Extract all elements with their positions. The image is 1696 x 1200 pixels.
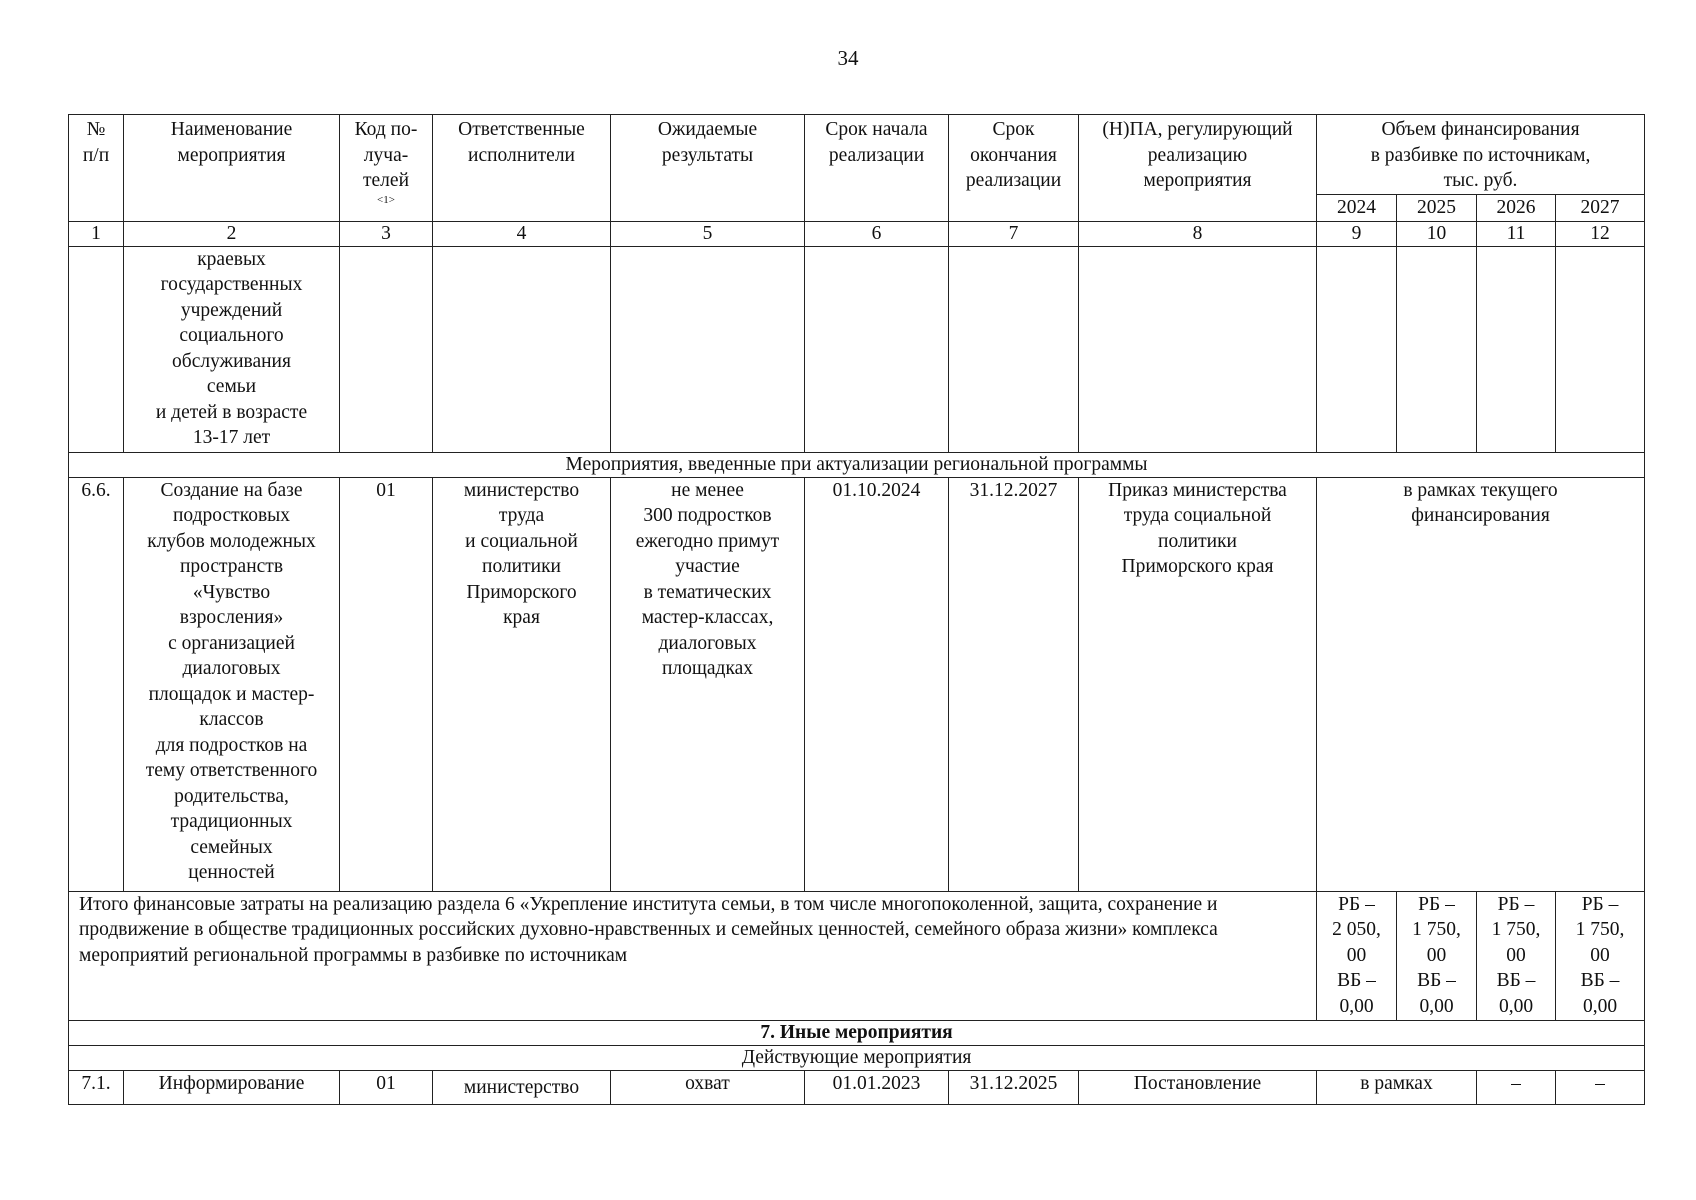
- header-year: 2025: [1397, 195, 1477, 222]
- start-date: 01.01.2023: [805, 1070, 949, 1104]
- header-code-footnote: <1>: [377, 193, 395, 206]
- column-number: 5: [611, 221, 805, 246]
- total-value: РБ – 1 750, 00 ВБ – 0,00: [1556, 891, 1645, 1020]
- header-executors: Ответственные исполнители: [433, 115, 611, 222]
- financing: в рамках: [1317, 1070, 1477, 1104]
- section-row: [69, 1020, 1645, 1045]
- npa: Постановление: [1079, 1070, 1317, 1104]
- row-number: 7.1.: [69, 1070, 124, 1104]
- header-num: № п/п: [69, 115, 124, 222]
- header-financing: Объем финансирования в разбивке по источникам, тыс. руб.: [1317, 115, 1645, 195]
- expected-result: не менее 300 подростков ежегодно примут участие в тематических мастер-классах, диалоговых площадках: [611, 477, 805, 891]
- table-row: [69, 477, 1645, 891]
- column-number: 11: [1477, 221, 1556, 246]
- npa: Приказ министерства труда социальной политики Приморского края: [1079, 477, 1317, 891]
- header-year: 2024: [1317, 195, 1397, 222]
- total-label: Итого финансовые затраты на реализацию раздела 6 «Укрепление института семьи, в том числе многопоколенной, защита, сохранение и продвижение в обществе традиционных российских духовно-нравственных и семейных ценностей, семейного образа жизни» комплекса мероприятий региональной программы в разбивке по источникам: [69, 891, 1317, 1020]
- column-number: 7: [949, 221, 1079, 246]
- recipient-code: 01: [340, 1070, 433, 1104]
- column-number: 10: [1397, 221, 1477, 246]
- table-row: [69, 1070, 1645, 1104]
- column-number: 9: [1317, 221, 1397, 246]
- header-start: Срок начала реализации: [805, 115, 949, 222]
- column-number: 2: [124, 221, 340, 246]
- financing: в рамках текущего финансирования: [1317, 477, 1645, 891]
- table-row: [69, 246, 1645, 452]
- header-results: Ожидаемые результаты: [611, 115, 805, 222]
- row-number: 6.6.: [69, 477, 124, 891]
- header-code-label: Код по- луча- телей: [354, 119, 418, 191]
- event-name: Информирование: [124, 1070, 340, 1104]
- column-numbers-row: [69, 221, 1645, 246]
- column-number: 4: [433, 221, 611, 246]
- total-row: [69, 891, 1645, 1020]
- end-date: 31.12.2025: [949, 1070, 1079, 1104]
- total-value: РБ – 2 050, 00 ВБ – 0,00: [1317, 891, 1397, 1020]
- financing-2026: –: [1477, 1070, 1556, 1104]
- subsection-row: [69, 1045, 1645, 1070]
- section-title: Мероприятия, введенные при актуализации региональной программы: [69, 452, 1645, 477]
- header-name: Наименование мероприятия: [124, 115, 340, 222]
- end-date: 31.12.2027: [949, 477, 1079, 891]
- header-code: [340, 115, 433, 222]
- header-year: 2027: [1556, 195, 1645, 222]
- subsection-title: Действующие мероприятия: [69, 1045, 1645, 1070]
- financing-2027: –: [1556, 1070, 1645, 1104]
- event-name: Создание на базе подростковых клубов молодежных пространств «Чувство взросления» с организацией диалоговых площадок и мастер- классов для подростков на тему ответственного родительства, традиционных семейных ценностей: [124, 477, 340, 891]
- column-number: 12: [1556, 221, 1645, 246]
- section-row: [69, 452, 1645, 477]
- header-end: Срок окончания реализации: [949, 115, 1079, 222]
- event-name: краевых государственных учреждений социального обслуживания семьи и детей в возрасте 13-17 лет: [124, 246, 340, 452]
- header-year: 2026: [1477, 195, 1556, 222]
- page-number: 34: [837, 46, 859, 70]
- total-value: РБ – 1 750, 00 ВБ – 0,00: [1397, 891, 1477, 1020]
- column-number: 1: [69, 221, 124, 246]
- column-number: 6: [805, 221, 949, 246]
- recipient-code: 01: [340, 477, 433, 891]
- executor: министерство: [433, 1070, 611, 1104]
- header-row: [69, 115, 1645, 195]
- column-number: 3: [340, 221, 433, 246]
- start-date: 01.10.2024: [805, 477, 949, 891]
- total-value: РБ – 1 750, 00 ВБ – 0,00: [1477, 891, 1556, 1020]
- executor: министерство труда и социальной политики Приморского края: [433, 477, 611, 891]
- column-number: 8: [1079, 221, 1317, 246]
- expected-result: охват: [611, 1070, 805, 1104]
- header-npa: (Н)ПА, регулирующий реализацию мероприятия: [1079, 115, 1317, 222]
- program-table: [68, 114, 1645, 1105]
- section-title: 7. Иные мероприятия: [69, 1020, 1645, 1045]
